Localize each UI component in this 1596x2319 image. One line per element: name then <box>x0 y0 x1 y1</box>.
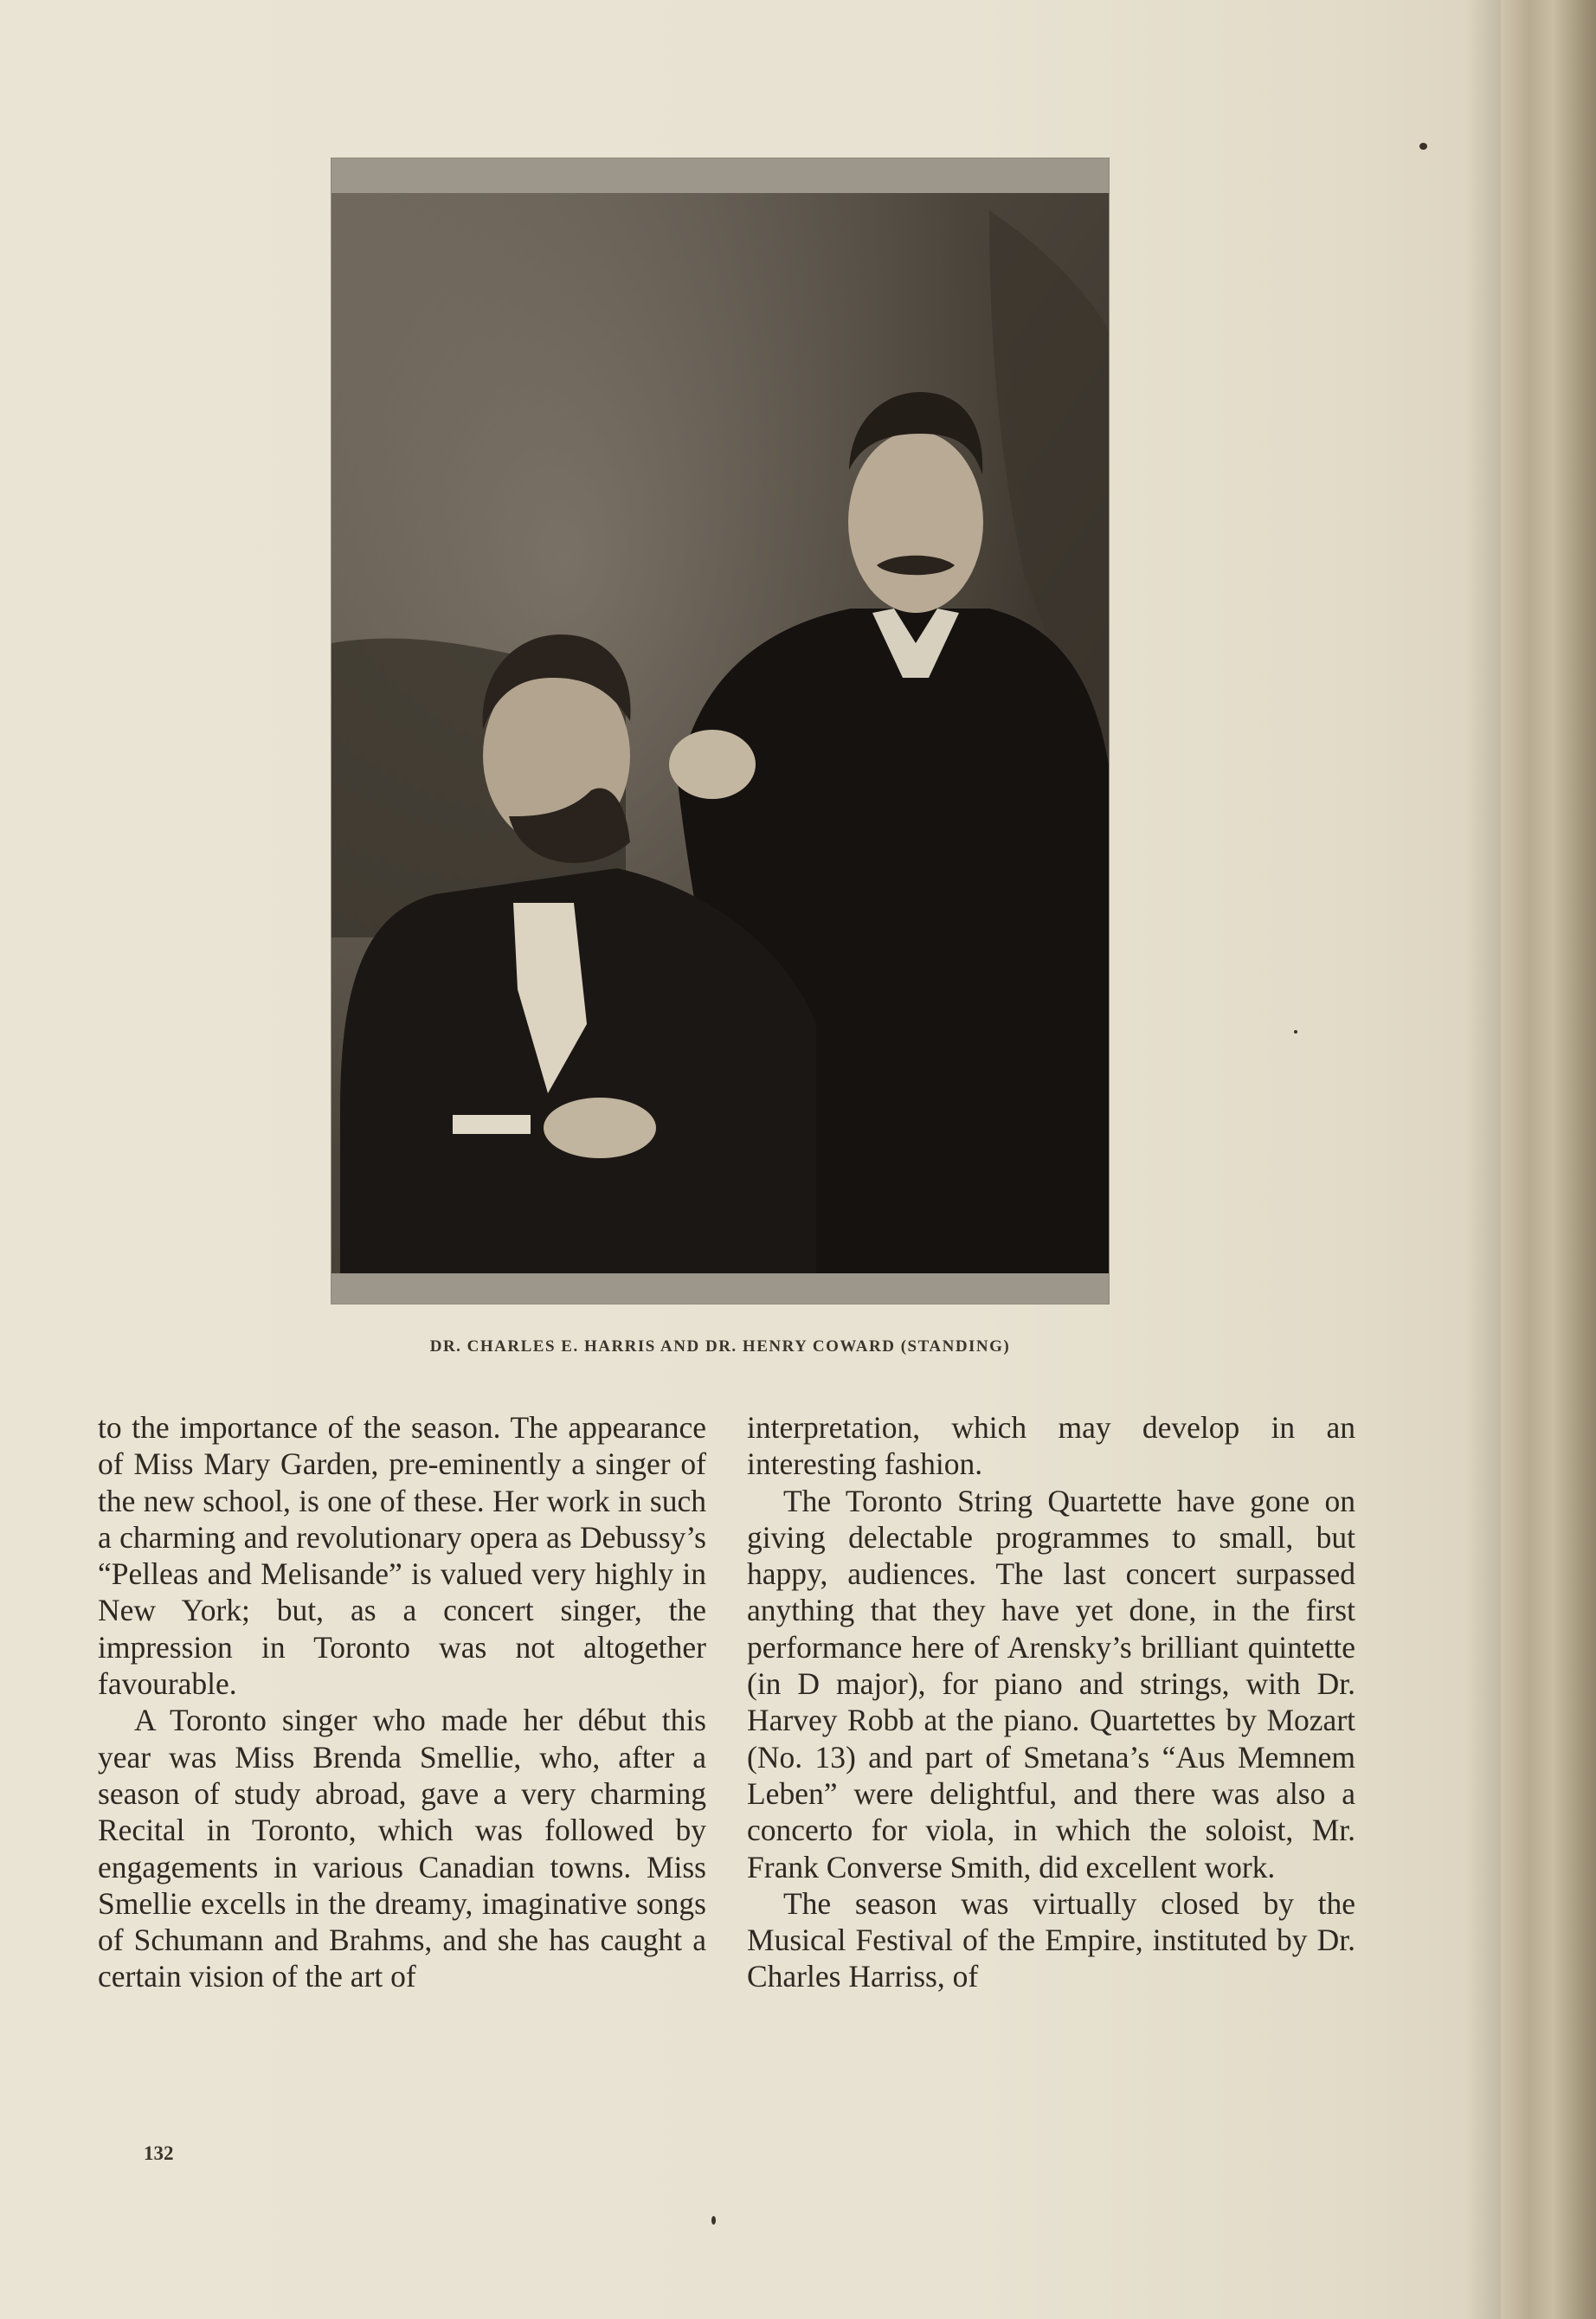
paper-speck <box>1294 1030 1297 1034</box>
book-spine <box>1501 0 1596 2319</box>
paper-speck <box>1419 143 1427 150</box>
page-gutter-shadow <box>1466 0 1501 2319</box>
paragraph: The Toronto String Quartette have gone on giving delectable programmes to small, but happy, audiences. The last concert surpassed anything that they have yet done, in the first performance here of Arensky’s brilliant quintette (in D major), for piano and strings, with Dr. Harvey Robb at the piano. Quartettes by Mozart (No. 13) and part of Smetana’s “Aus Memnem Leben” were delightful, and there was also a concerto for viola, in which the soloist, Mr. Frank Converse Smith, did excellent work. <box>747 1483 1355 1884</box>
page-number: 132 <box>144 2142 174 2164</box>
paragraph: to the importance of the season. The appearance of Miss Mary Garden, pre-eminently a singer of the new school, is one of these. Her work in such a charming and revolutionary opera as Debussy’s “Pelleas and Melisande” is valued very highly in New York; but, as a concert singer, the impression in Toronto was not altogether favourable. <box>98 1410 706 1702</box>
text-column-right <box>747 1409 1355 1995</box>
portrait-photograph <box>331 158 1109 1304</box>
photo-caption: DR. CHARLES E. HARRIS AND DR. HENRY COWARD (STANDING) <box>429 1337 1011 1356</box>
text-column-left <box>98 1409 706 1995</box>
paragraph: A Toronto singer who made her début this year was Miss Brenda Smellie, who, after a season of study abroad, gave a very charming Recital in Toronto, which was followed by engagements in various Canadian towns. Miss Smellie excells in the dreamy, imaginative songs of Schumann and Brahms, and she has caught a certain vision of the art of <box>98 1703 706 1994</box>
paper-speck <box>711 2216 716 2225</box>
paragraph: The season was virtually closed by the Musical Festival of the Empire, instituted by Dr. Charles Harriss, of <box>747 1885 1355 1994</box>
paragraph: interpretation, which may develop in an interesting fashion. <box>747 1410 1355 1482</box>
